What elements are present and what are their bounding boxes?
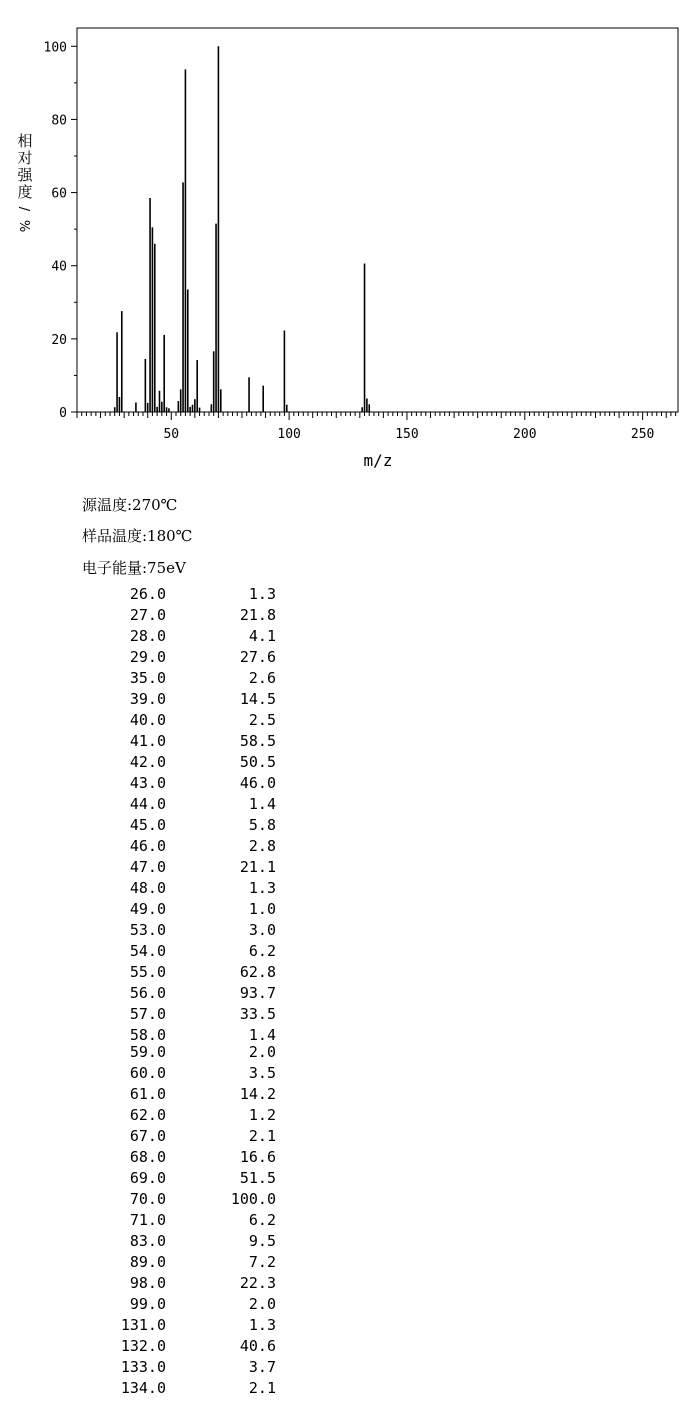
table-row (0, 1337, 699, 1358)
x-tick-label: 50 (163, 427, 180, 442)
table-row (0, 921, 699, 942)
table-row (0, 1148, 699, 1169)
y-label-char: / (16, 206, 31, 212)
intensity-cell: 40.6 (239, 1337, 276, 1355)
mz-cell: 35.0 (129, 669, 166, 687)
intensity-cell: 27.6 (239, 648, 276, 666)
peaks (115, 46, 370, 412)
intensity-cell: 1.4 (248, 795, 276, 813)
table-row (0, 1358, 699, 1379)
intensity-cell: 3.0 (248, 921, 276, 939)
intensity-cell: 1.3 (248, 879, 276, 897)
peak-table (0, 585, 699, 1400)
table-row (0, 1190, 699, 1211)
table-row (0, 711, 699, 732)
intensity-cell: 6.2 (248, 1211, 276, 1229)
sample-temperature: 样品温度:180℃ (82, 527, 193, 545)
intensity-cell: 2.0 (248, 1043, 276, 1061)
mz-cell: 39.0 (129, 690, 166, 708)
mz-cell: 44.0 (129, 795, 166, 813)
mz-cell: 54.0 (129, 942, 166, 960)
intensity-cell: 3.5 (248, 1064, 276, 1082)
intensity-cell: 2.5 (248, 711, 276, 729)
table-row (0, 1316, 699, 1337)
mz-cell: 70.0 (129, 1190, 166, 1208)
x-tick-label: 200 (513, 427, 537, 442)
mz-cell: 133.0 (120, 1358, 166, 1376)
mz-cell: 46.0 (129, 837, 166, 855)
intensity-cell: 22.3 (239, 1274, 276, 1292)
intensity-cell: 2.0 (248, 1295, 276, 1313)
y-label-char: 相 (17, 132, 33, 150)
table-row (0, 837, 699, 858)
table-row (0, 753, 699, 774)
intensity-cell: 21.1 (239, 858, 276, 876)
intensity-cell: 4.1 (248, 627, 276, 645)
intensity-cell: 14.5 (239, 690, 276, 708)
mz-cell: 67.0 (129, 1127, 166, 1145)
mz-cell: 42.0 (129, 753, 166, 771)
mz-cell: 58.0 (129, 1026, 166, 1044)
intensity-cell: 6.2 (248, 942, 276, 960)
y-axis (44, 40, 77, 421)
mz-cell: 60.0 (129, 1064, 166, 1082)
mz-cell: 48.0 (129, 879, 166, 897)
intensity-cell: 33.5 (239, 1005, 276, 1023)
mz-cell: 27.0 (129, 606, 166, 624)
x-axis (77, 412, 676, 442)
table-row (0, 1253, 699, 1274)
y-label-char: 强 (17, 166, 33, 184)
table-row (0, 1295, 699, 1316)
mz-cell: 59.0 (129, 1043, 166, 1061)
mz-cell: 49.0 (129, 900, 166, 918)
intensity-cell: 2.1 (248, 1127, 276, 1145)
table-row (0, 1043, 699, 1064)
table-row (0, 690, 699, 711)
intensity-cell: 1.3 (248, 585, 276, 603)
y-tick-label: 60 (51, 186, 67, 202)
table-row (0, 1211, 699, 1232)
table-row (0, 795, 699, 816)
table-row (0, 1127, 699, 1148)
intensity-cell: 100.0 (230, 1190, 276, 1208)
intensity-cell: 51.5 (239, 1169, 276, 1187)
table-row (0, 1085, 699, 1106)
mz-cell: 56.0 (129, 984, 166, 1002)
x-tick-label: 100 (277, 427, 301, 442)
intensity-cell: 3.7 (248, 1358, 276, 1376)
intensity-cell: 1.2 (248, 1106, 276, 1124)
intensity-cell: 1.0 (248, 900, 276, 918)
mz-cell: 43.0 (129, 774, 166, 792)
mz-cell: 98.0 (129, 1274, 166, 1292)
table-row (0, 585, 699, 606)
mz-cell: 134.0 (120, 1379, 166, 1397)
intensity-cell: 2.8 (248, 837, 276, 855)
mz-cell: 68.0 (129, 1148, 166, 1166)
intensity-cell: 2.6 (248, 669, 276, 687)
table-row (0, 648, 699, 669)
intensity-cell: 1.4 (248, 1026, 276, 1044)
intensity-cell: 16.6 (239, 1148, 276, 1166)
table-row (0, 900, 699, 921)
table-row (0, 627, 699, 648)
mz-cell: 62.0 (129, 1106, 166, 1124)
table-row (0, 1379, 699, 1400)
x-tick-label: 250 (630, 427, 655, 442)
table-row (0, 1274, 699, 1295)
mz-cell: 131.0 (120, 1316, 166, 1334)
mz-cell: 26.0 (129, 585, 166, 603)
intensity-cell: 58.5 (239, 732, 276, 750)
table-row (0, 774, 699, 795)
table-row (0, 732, 699, 753)
intensity-cell: 50.5 (239, 753, 276, 771)
y-tick-label: 80 (51, 113, 67, 129)
table-row (0, 858, 699, 879)
y-tick-label: 20 (51, 332, 67, 348)
intensity-cell: 14.2 (239, 1085, 276, 1103)
table-row (0, 606, 699, 627)
table-row (0, 1106, 699, 1127)
mz-cell: 99.0 (129, 1295, 166, 1313)
x-axis-label: m/z (363, 451, 393, 470)
table-row (0, 879, 699, 900)
intensity-cell: 2.1 (248, 1379, 276, 1397)
table-row (0, 1064, 699, 1085)
mz-cell: 89.0 (129, 1253, 166, 1271)
mz-cell: 47.0 (129, 858, 166, 876)
mz-cell: 29.0 (129, 648, 166, 666)
y-tick-label: 100 (43, 40, 67, 56)
mz-cell: 55.0 (129, 963, 166, 981)
intensity-cell: 5.8 (248, 816, 276, 834)
mz-cell: 40.0 (129, 711, 166, 729)
mass-spectrum-chart (0, 0, 699, 480)
mz-cell: 61.0 (129, 1085, 166, 1103)
intensity-cell: 62.8 (239, 963, 276, 981)
mz-cell: 69.0 (129, 1169, 166, 1187)
intensity-cell: 21.8 (239, 606, 276, 624)
mz-cell: 45.0 (129, 816, 166, 834)
mz-cell: 71.0 (129, 1211, 166, 1229)
electron-energy: 电子能量:75eV (82, 559, 186, 577)
mz-cell: 57.0 (129, 1005, 166, 1023)
intensity-cell: 7.2 (248, 1253, 276, 1271)
mz-cell: 41.0 (129, 732, 166, 750)
table-row (0, 963, 699, 984)
plot-frame (77, 28, 678, 412)
mz-cell: 83.0 (129, 1232, 166, 1250)
mz-cell: 53.0 (129, 921, 166, 939)
mz-cell: 132.0 (120, 1337, 166, 1355)
table-row (0, 1232, 699, 1253)
y-tick-label: 0 (59, 406, 67, 421)
table-row (0, 942, 699, 963)
table-row (0, 984, 699, 1005)
y-label-char: 度 (17, 183, 33, 201)
y-label-char: % (16, 219, 31, 233)
x-tick-label: 150 (395, 427, 419, 442)
table-row (0, 1005, 699, 1026)
table-row (0, 816, 699, 837)
source-temperature: 源温度:270℃ (82, 496, 178, 514)
y-axis-label (16, 132, 33, 232)
intensity-cell: 9.5 (248, 1232, 276, 1250)
plot-border (77, 28, 678, 412)
table-row (0, 1169, 699, 1190)
intensity-cell: 93.7 (239, 984, 276, 1002)
intensity-cell: 46.0 (239, 774, 276, 792)
table-row (0, 669, 699, 690)
y-tick-label: 40 (51, 259, 67, 275)
intensity-cell: 1.3 (248, 1316, 276, 1334)
y-label-char: 对 (17, 149, 33, 167)
mz-cell: 28.0 (129, 627, 166, 645)
